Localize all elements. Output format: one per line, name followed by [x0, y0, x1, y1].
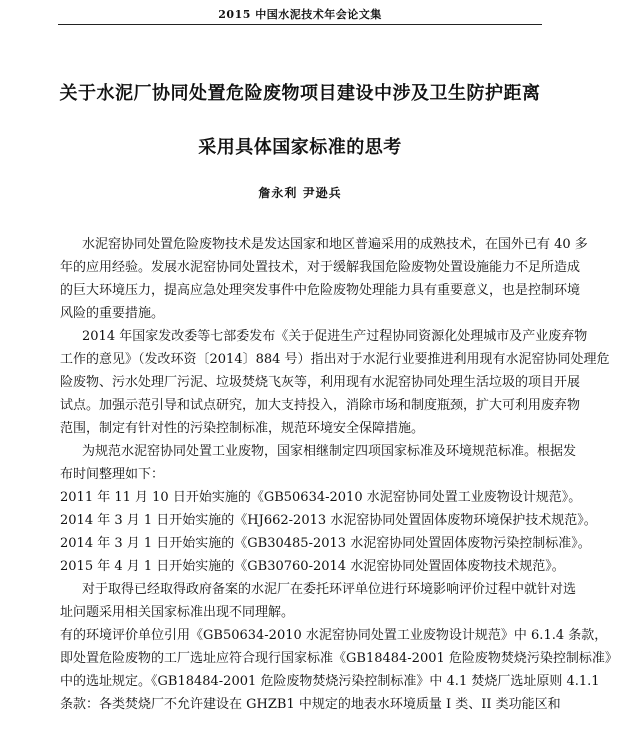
body-text-line: 风险的重要措施。	[60, 306, 165, 321]
body-text-line: 即处置危险废物的工厂选址应符合现行国家标准《GB18484-2001 危险废物焚烧污染控制标准》	[60, 651, 618, 666]
body-text-line: 2014 年 3 月 1 日开始实施的《HJ662-2013 水泥窑协同处置固体废物环境保护技术规范》。	[60, 513, 597, 528]
article-authors: 詹永利 尹逊兵	[258, 186, 342, 200]
body-text-line: 址问题采用相关国家标准出现不同理解。	[60, 605, 295, 620]
article-body	[60, 233, 618, 716]
body-text-line: 布时间整理如下：	[60, 467, 165, 482]
body-text-line: 2015 年 4 月 1 日开始实施的《GB30760-2014 水泥窑协同处置固体废物技术规范》。	[60, 559, 565, 574]
article-title-line-1: 关于水泥厂协同处置危险废物项目建设中涉及卫生防护距离	[59, 83, 541, 104]
body-text-line: 2014 年国家发改委等七部委发布《关于促进生产过程协同资源化处理城市及产业废弃物	[82, 329, 588, 344]
body-text-line: 水泥窑协同处置危险废物技术是发达国家和地区普遍采用的成熟技术，在国外已有 40 多	[82, 237, 588, 252]
body-text-line: 2014 年 3 月 1 日开始实施的《GB30485-2013 水泥窑协同处置固体废物污染控制标准》。	[60, 536, 591, 551]
body-text-line: 范围，制定有针对性的污染控制标准，规范环境安全保障措施。	[60, 421, 425, 436]
body-text-line: 为规范水泥窑协同处置工业废物，国家相继制定四项国家标准及环境规范标准。根据发	[82, 444, 577, 459]
body-text-line: 2011 年 11 月 10 日开始实施的《GB50634-2010 水泥窑协同处置工业废物设计规范》。	[60, 490, 582, 505]
article-title-line-2: 采用具体国家标准的思考	[198, 137, 402, 158]
running-header: 2015 中国水泥技术年会论文集	[218, 8, 382, 21]
body-text-line: 的巨大环境压力，提高应急处理突发事件中危险废物处理能力具有重要意义，也是控制环境	[60, 283, 581, 298]
body-text-line: 有的环境评价单位引用《GB50634-2010 水泥窑协同处置工业废物设计规范》中 6.1.4 条款，	[60, 628, 608, 643]
body-text-line: 工作的意见》（发改环资〔2014〕884 号）指出对于水泥行业要推进利用现有水泥窑协同处理危	[60, 352, 610, 367]
body-text-line: 险废物、污水处理厂污泥、垃圾焚烧飞灰等，利用现有水泥窑协同处理生活垃圾的项目开展	[60, 375, 581, 390]
body-text-line: 试点。加强示范引导和试点研究，加大支持投入，消除市场和制度瓶颈，扩大可利用废弃物	[60, 398, 581, 413]
body-text-line: 对于取得已经取得政府备案的水泥厂在委托环评单位进行环境影响评价过程中就针对选	[82, 582, 577, 597]
body-text-line: 条款：各类焚烧厂不允许建设在 GHZB1 中规定的地表水环境质量 I 类、II 类功能区和	[60, 697, 561, 712]
body-text-line: 年的应用经验。发展水泥窑协同处置技术，对于缓解我国危险废物处置设施能力不足所造成	[60, 260, 581, 275]
header-rule	[58, 24, 542, 25]
body-text-line: 中的选址规定。《GB18484-2001 危险废物焚烧污染控制标准》中 4.1 焚烧厂选址原则 4.1.1	[60, 674, 600, 689]
